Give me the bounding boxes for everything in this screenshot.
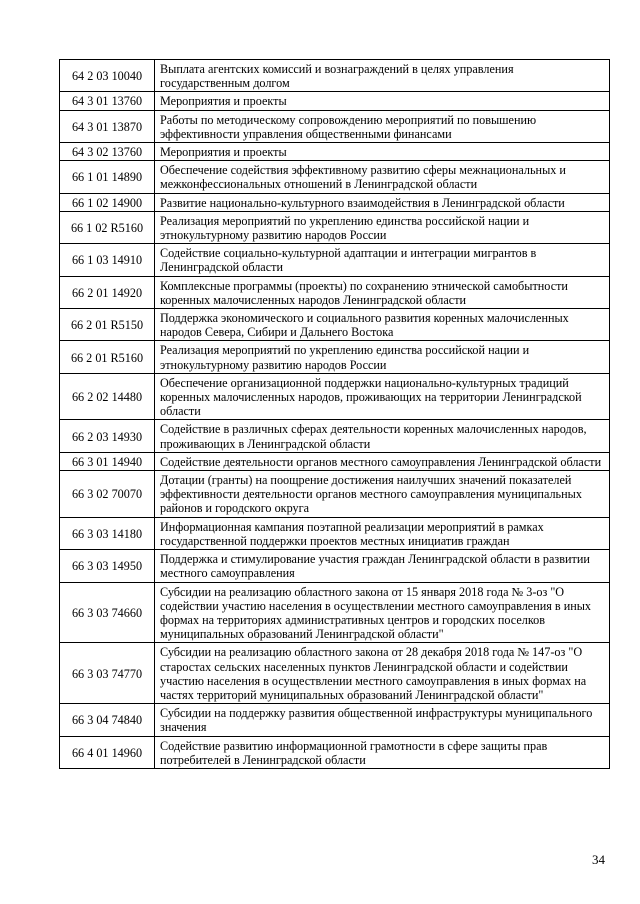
row-code-cell: 66 2 02 14480	[60, 373, 155, 420]
row-description-cell: Субсидии на реализацию областного закона от 28 декабря 2018 года № 147-оз "О старостах сельских населенных пунктов Ленинградской области и содействии участию населения в осуществлении местного самоуправления в иных формах на частях территорий муниципальных образований Ленинградской области"	[155, 643, 610, 704]
row-code-cell: 66 3 03 74770	[60, 643, 155, 704]
row-description-cell: Поддержка экономического и социального развития коренных малочисленных народов Севера, Сибири и Дальнего Востока	[155, 309, 610, 341]
table-row	[60, 373, 610, 420]
table-row	[60, 550, 610, 582]
row-description-cell: Дотации (гранты) на поощрение достижения наилучших значений показателей эффективности деятельности органов местного самоуправления муниципальных районов и городского округа	[155, 471, 610, 518]
row-description-cell: Содействие социально-культурной адаптации и интеграции мигрантов в Ленинградской области	[155, 244, 610, 276]
row-description-cell: Мероприятия и проекты	[155, 143, 610, 161]
row-description-cell: Поддержка и стимулирование участия граждан Ленинградской области в развитии местного самоуправления	[155, 550, 610, 582]
row-description-cell: Работы по методическому сопровождению мероприятий по повышению эффективности управления общественными финансами	[155, 110, 610, 142]
row-description-cell: Мероприятия и проекты	[155, 92, 610, 110]
row-code-cell: 66 3 01 14940	[60, 452, 155, 470]
table-row	[60, 704, 610, 736]
row-code-cell: 66 4 01 14960	[60, 736, 155, 768]
table-row	[60, 517, 610, 549]
table-row	[60, 193, 610, 211]
row-description-cell: Субсидии на реализацию областного закона от 15 января 2018 года № 3-оз "О содействии участию населения в осуществлении местного самоуправления в иных формах на территориях административных центров и городских поселков муниципальных образований Ленинградской области"	[155, 582, 610, 643]
row-description-cell: Обеспечение содействия эффективному развитию сферы межнациональных и межконфессиональных отношений в Ленинградской области	[155, 161, 610, 193]
row-code-cell: 64 3 01 13760	[60, 92, 155, 110]
row-code-cell: 64 3 01 13870	[60, 110, 155, 142]
table-row	[60, 736, 610, 768]
row-code-cell: 66 1 01 14890	[60, 161, 155, 193]
row-description-cell: Содействие развитию информационной грамотности в сфере защиты прав потребителей в Ленинградской области	[155, 736, 610, 768]
row-code-cell: 66 1 02 14900	[60, 193, 155, 211]
row-description-cell: Информационная кампания поэтапной реализации мероприятий в рамках государственной поддержки проектов местных инициатив граждан	[155, 517, 610, 549]
table-row	[60, 341, 610, 373]
row-description-cell: Комплексные программы (проекты) по сохранению этнической самобытности коренных малочисленных народов Ленинградской области	[155, 276, 610, 308]
table-row	[60, 143, 610, 161]
table-row	[60, 452, 610, 470]
row-code-cell: 66 2 01 R5160	[60, 341, 155, 373]
row-description-cell: Содействие деятельности органов местного самоуправления Ленинградской области	[155, 452, 610, 470]
row-code-cell: 66 2 01 14920	[60, 276, 155, 308]
row-description-cell: Субсидии на поддержку развития общественной инфраструктуры муниципального значения	[155, 704, 610, 736]
row-code-cell: 66 1 02 R5160	[60, 211, 155, 243]
row-code-cell: 66 2 01 R5150	[60, 309, 155, 341]
row-code-cell: 66 2 03 14930	[60, 420, 155, 452]
row-description-cell: Реализация мероприятий по укреплению единства российской нации и этнокультурному развитию народов России	[155, 211, 610, 243]
row-code-cell: 66 3 03 14950	[60, 550, 155, 582]
row-code-cell: 64 2 03 10040	[60, 60, 155, 92]
table-row	[60, 60, 610, 92]
table-row	[60, 276, 610, 308]
table-row	[60, 471, 610, 518]
row-description-cell: Реализация мероприятий по укреплению единства российской нации и этнокультурному развитию народов России	[155, 341, 610, 373]
row-code-cell: 66 3 03 74660	[60, 582, 155, 643]
row-description-cell: Обеспечение организационной поддержки национально-культурных традиций коренных малочисленных народов, проживающих на территории Ленинградской области	[155, 373, 610, 420]
row-description-cell: Содействие в различных сферах деятельности коренных малочисленных народов, проживающих в Ленинградской области	[155, 420, 610, 452]
row-code-cell: 66 3 04 74840	[60, 704, 155, 736]
table-body	[60, 60, 610, 769]
row-description-cell: Развитие национально-культурного взаимодействия в Ленинградской области	[155, 193, 610, 211]
table-row	[60, 211, 610, 243]
row-code-cell: 66 3 02 70070	[60, 471, 155, 518]
table-row	[60, 420, 610, 452]
table-row	[60, 161, 610, 193]
row-code-cell: 66 3 03 14180	[60, 517, 155, 549]
row-code-cell: 66 1 03 14910	[60, 244, 155, 276]
budget-classification-table	[59, 59, 610, 769]
table-row	[60, 92, 610, 110]
table-row	[60, 244, 610, 276]
row-code-cell: 64 3 02 13760	[60, 143, 155, 161]
table-row	[60, 643, 610, 704]
table-row	[60, 110, 610, 142]
table-row	[60, 582, 610, 643]
row-description-cell: Выплата агентских комиссий и вознаграждений в целях управления государственным долгом	[155, 60, 610, 92]
table-row	[60, 309, 610, 341]
page-number: 34	[592, 852, 605, 867]
